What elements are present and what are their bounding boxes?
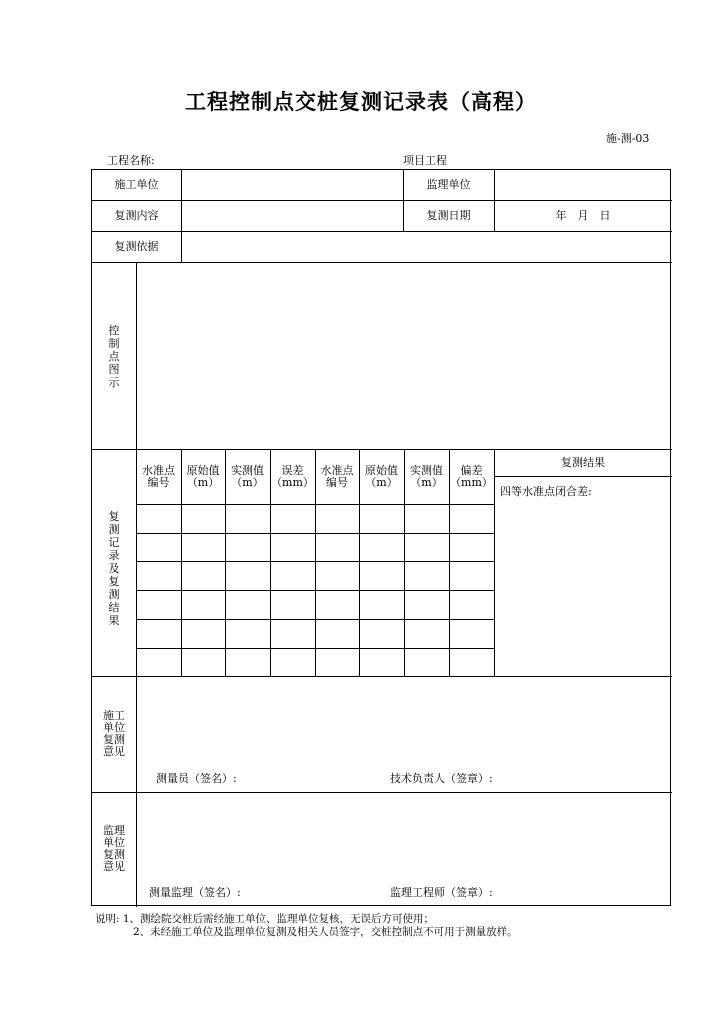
project-name-label: 工程名称: xyxy=(107,154,155,167)
survey-supervisor-sign-label: 测量监理（签名）: xyxy=(149,886,241,899)
column-header-6: 原始值 （m） xyxy=(365,463,398,489)
record-form-table xyxy=(91,169,671,906)
column-header-3: 实测值 （m） xyxy=(231,463,264,489)
column-header-7: 实测值 （m） xyxy=(410,463,443,489)
tech-lead-sign-label: 技术负责人（签章）: xyxy=(390,772,493,785)
column-header-4: 误差 （mm） xyxy=(271,463,314,489)
construction-opinion-label: 施工单位复测意见 xyxy=(103,709,125,758)
construction-unit-field[interactable] xyxy=(181,170,403,200)
recheck-content-field[interactable] xyxy=(181,200,403,231)
column-header-2: 原始值 （m） xyxy=(186,463,220,489)
recheck-basis-label: 复测依据 xyxy=(114,239,159,253)
record-section-label: 复测记录及复测结果 xyxy=(108,510,120,627)
supervision-unit-field[interactable] xyxy=(494,170,672,200)
column-header-5: 水准点 编号 xyxy=(320,463,354,489)
form-title: 工程控制点交桩复测记录表（高程） xyxy=(185,90,537,114)
supervising-engineer-sign-label: 监理工程师（签章）: xyxy=(390,886,493,899)
note-line-1: 说明: 1、测绘院交桩后需经施工单位、监理单位复核，无误后方可使用； xyxy=(95,913,435,925)
diagram-area[interactable] xyxy=(136,262,672,449)
recheck-date-label: 复测日期 xyxy=(426,208,471,222)
supervision-unit-label: 监理单位 xyxy=(426,178,471,191)
supervision-opinion-label: 监理单位复测意见 xyxy=(103,824,125,873)
surveyor-sign-label: 测量员（签名）: xyxy=(156,772,237,785)
closure-label: 四等水准点闭合差: xyxy=(500,485,592,498)
column-header-8: 偏差 （mm） xyxy=(450,463,493,489)
construction-unit-label: 施工单位 xyxy=(114,178,159,191)
column-header-1: 水准点 编号 xyxy=(142,463,175,489)
project-item-label: 项目工程 xyxy=(403,154,447,167)
recheck-date-field[interactable]: 年 月 日 xyxy=(555,208,611,222)
result-field[interactable] xyxy=(494,476,672,676)
diagram-section-label: 控制点图示 xyxy=(108,324,120,389)
recheck-basis-field[interactable] xyxy=(181,231,672,262)
result-header: 复测结果 xyxy=(561,455,605,469)
form-code: 施-测-03 xyxy=(606,132,650,145)
note-line-2: 2、未经施工单位及监理单位复测及相关人员签字，交桩控制点不可用于测量放样。 xyxy=(133,926,518,938)
recheck-content-label: 复测内容 xyxy=(114,208,159,222)
